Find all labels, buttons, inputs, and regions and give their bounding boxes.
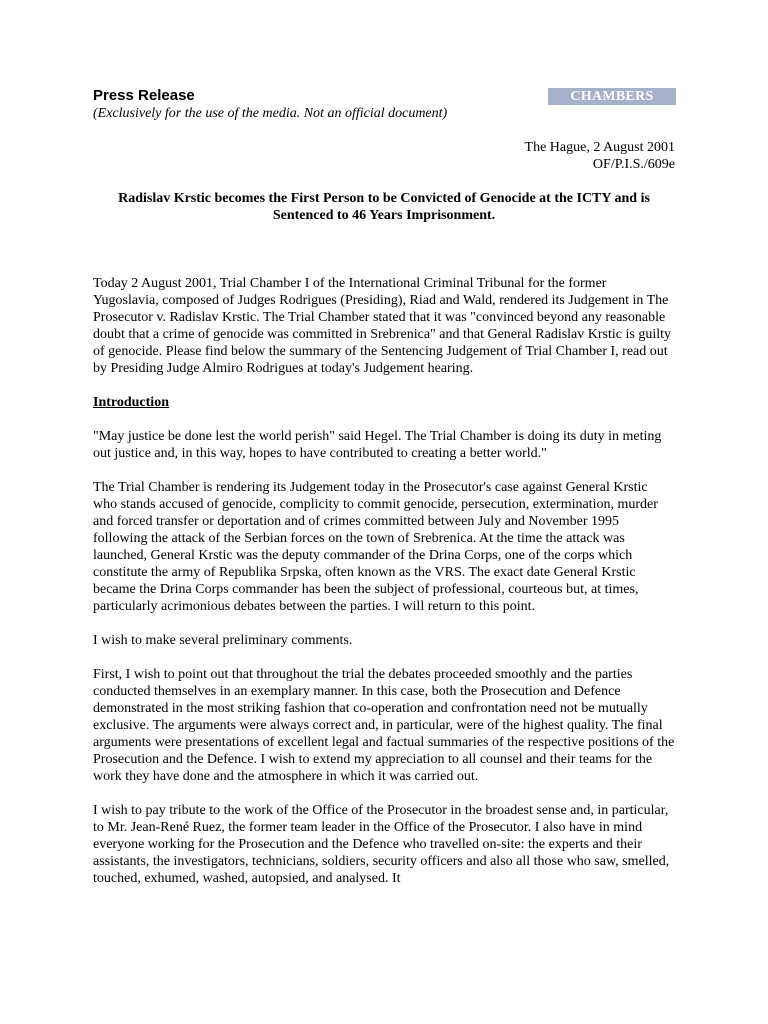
section-heading-introduction: Introduction (93, 395, 169, 410)
paragraph-4: I wish to make several preliminary comments. (93, 633, 353, 648)
headline: Radislav Krstic becomes the First Person to be Convicted of Genocide at the ICTY and is Sentenced to 46 Years Imprisonment. (118, 191, 650, 223)
place-date-block (93, 139, 675, 173)
place-date: The Hague, 2 August 2001 (524, 140, 675, 155)
paragraph-3: The Trial Chamber is rendering its Judgement today in the Prosecutor's case against General Krstic who stands accused of genocide, complicity to commit genocide, persecution, extermination, murder and forced transfer or deportation and of crimes committed between July and November 1995 following the attack of the Serbian forces on the town of Srebrenica. At the time the attack was launched, General Krstic was the deputy commander of the Drina Corps, one of the corps which constitute the army of Republika Srpska, often known as the VRS. The exact date General Krstic became the Drina Corps commander has been the subject of professional, courteous but, at times, particularly acrimonious debates between the parties. I will return to this point. (93, 480, 658, 614)
reference-number: OF/P.I.S./609e (592, 157, 675, 172)
body-text (93, 275, 675, 887)
paragraph-5: First, I wish to point out that throughout the trial the debates proceeded smoothly and the parties conducted themselves in an exemplary manner. In this case, both the Prosecution and Defence demonstrated in the most striking fashion that co-operation and confrontation need not be mutually exclusive. The arguments were always correct and, in particular, were of the highest quality. The final arguments were presentations of excellent legal and factual summaries of the respective positions of the Prosecution and the Defence. I wish to extend my appreciation to all counsel and their teams for the work they have done and the atmosphere in which it was carried out. (93, 667, 675, 784)
press-release-title: Press Release (93, 87, 195, 104)
chambers-badge: CHAMBERS (548, 88, 676, 105)
header-row (93, 86, 675, 105)
paragraph-2: "May justice be done lest the world perish" said Hegel. The Trial Chamber is doing its duty in meting out justice and, in this way, hopes to have contributed to creating a better world." (93, 429, 662, 461)
paragraph-6: I wish to pay tribute to the work of the Office of the Prosecutor in the broadest sense and, in particular, to Mr. Jean-René Ruez, the former team leader in the Office of the Prosecutor. I also have in mind everyone working for the Prosecution and the Defence who travelled on-site: the experts and their assistants, the investigators, technicians, soldiers, security officers and also all those who saw, smelled, touched, exhumed, washed, autopsied, and analysed. It (93, 803, 670, 886)
paragraph-1: Today 2 August 2001, Trial Chamber I of the International Criminal Tribunal for the former Yugoslavia, composed of Judges Rodrigues (Presiding), Riad and Wald, rendered its Judgement in The Prosecutor v. Radislav Krstic. The Trial Chamber stated that it was "convinced beyond any reasonable doubt that a crime of genocide was committed in Srebrenica" and that General Radislav Krstic is guilty of genocide. Please find below the summary of the Sentencing Judgement of Trial Chamber I, read out by Presiding Judge Almiro Rodrigues at today's Judgement hearing. (93, 276, 671, 376)
document-page (93, 86, 675, 904)
media-disclaimer: (Exclusively for the use of the media. Not an official document) (93, 106, 448, 121)
